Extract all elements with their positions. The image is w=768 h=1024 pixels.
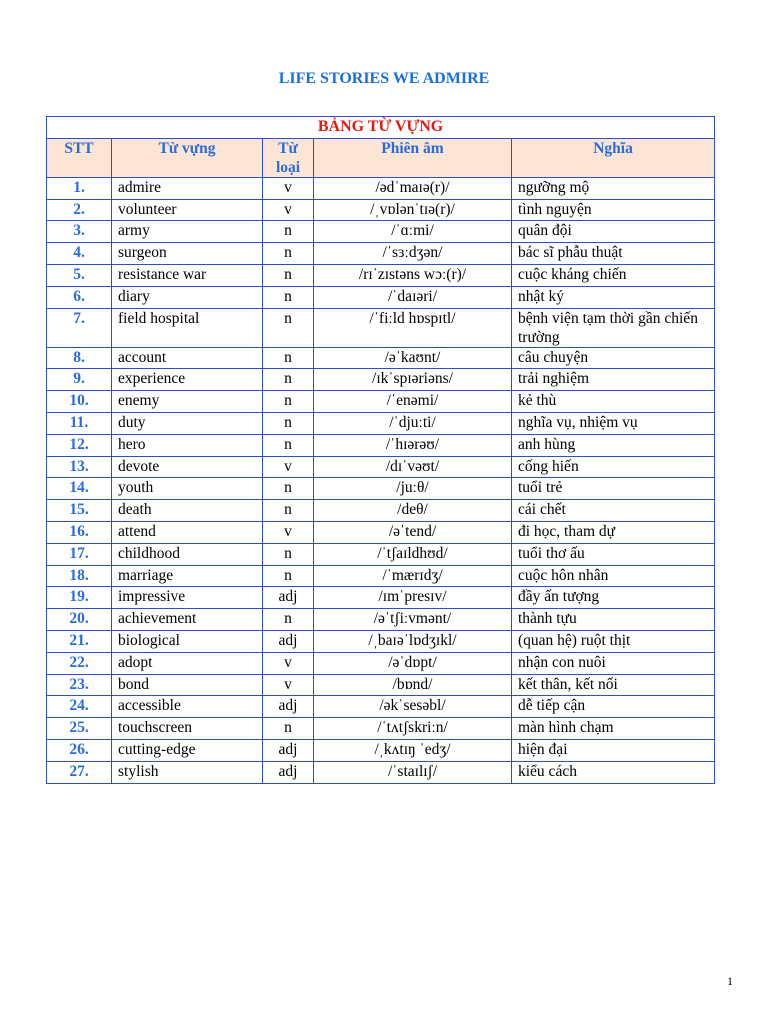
cell-stt: 25. bbox=[47, 718, 112, 740]
cell-stt: 5. bbox=[47, 264, 112, 286]
cell-pos: n bbox=[263, 264, 314, 286]
cell-stt: 7. bbox=[47, 308, 112, 347]
cell-ipa: /əkˈsesəbl/ bbox=[314, 696, 512, 718]
cell-word: resistance war bbox=[112, 264, 263, 286]
cell-word: enemy bbox=[112, 391, 263, 413]
table-row bbox=[47, 761, 715, 783]
cell-pos: n bbox=[263, 369, 314, 391]
header-word: Từ vựng bbox=[112, 138, 263, 177]
cell-stt: 19. bbox=[47, 587, 112, 609]
cell-meaning: tình nguyện bbox=[512, 199, 715, 221]
table-row bbox=[47, 412, 715, 434]
cell-meaning: kiểu cách bbox=[512, 761, 715, 783]
cell-word: death bbox=[112, 500, 263, 522]
cell-ipa: /rɪˈzɪstəns wɔː(r)/ bbox=[314, 264, 512, 286]
cell-stt: 4. bbox=[47, 243, 112, 265]
cell-pos: v bbox=[263, 521, 314, 543]
table-row bbox=[47, 177, 715, 199]
cell-stt: 15. bbox=[47, 500, 112, 522]
cell-stt: 2. bbox=[47, 199, 112, 221]
cell-meaning: kẻ thù bbox=[512, 391, 715, 413]
cell-pos: adj bbox=[263, 739, 314, 761]
cell-word: biological bbox=[112, 630, 263, 652]
cell-pos: n bbox=[263, 565, 314, 587]
cell-stt: 21. bbox=[47, 630, 112, 652]
cell-stt: 26. bbox=[47, 739, 112, 761]
cell-meaning: thành tựu bbox=[512, 609, 715, 631]
cell-stt: 17. bbox=[47, 543, 112, 565]
table-row bbox=[47, 652, 715, 674]
cell-pos: n bbox=[263, 308, 314, 347]
cell-pos: v bbox=[263, 177, 314, 199]
cell-pos: n bbox=[263, 221, 314, 243]
table-row bbox=[47, 565, 715, 587]
cell-stt: 10. bbox=[47, 391, 112, 413]
cell-ipa: /əˈdɒpt/ bbox=[314, 652, 512, 674]
cell-ipa: /ədˈmaɪə(r)/ bbox=[314, 177, 512, 199]
cell-meaning: bác sĩ phẫu thuật bbox=[512, 243, 715, 265]
table-row bbox=[47, 391, 715, 413]
cell-word: account bbox=[112, 347, 263, 369]
cell-stt: 12. bbox=[47, 434, 112, 456]
cell-ipa: /ˈstaɪlɪʃ/ bbox=[314, 761, 512, 783]
cell-meaning: cống hiến bbox=[512, 456, 715, 478]
cell-meaning: đầy ấn tượng bbox=[512, 587, 715, 609]
cell-meaning: câu chuyện bbox=[512, 347, 715, 369]
table-row bbox=[47, 630, 715, 652]
cell-ipa: /ɪkˈspɪəriəns/ bbox=[314, 369, 512, 391]
cell-meaning: quân đội bbox=[512, 221, 715, 243]
document-title: LIFE STORIES WE ADMIRE bbox=[278, 70, 490, 87]
header-meaning: Nghĩa bbox=[512, 138, 715, 177]
cell-ipa: /ɪmˈpresɪv/ bbox=[314, 587, 512, 609]
cell-stt: 9. bbox=[47, 369, 112, 391]
table-row bbox=[47, 347, 715, 369]
cell-pos: n bbox=[263, 478, 314, 500]
cell-word: admire bbox=[112, 177, 263, 199]
cell-word: devote bbox=[112, 456, 263, 478]
table-row bbox=[47, 521, 715, 543]
cell-meaning: nhật ký bbox=[512, 286, 715, 308]
cell-stt: 3. bbox=[47, 221, 112, 243]
cell-pos: adj bbox=[263, 696, 314, 718]
cell-word: experience bbox=[112, 369, 263, 391]
cell-word: attend bbox=[112, 521, 263, 543]
table-caption: BẢNG TỪ VỰNG bbox=[47, 117, 715, 139]
cell-pos: n bbox=[263, 434, 314, 456]
cell-pos: v bbox=[263, 199, 314, 221]
cell-word: volunteer bbox=[112, 199, 263, 221]
cell-word: adopt bbox=[112, 652, 263, 674]
cell-pos: v bbox=[263, 674, 314, 696]
cell-stt: 27. bbox=[47, 761, 112, 783]
cell-word: marriage bbox=[112, 565, 263, 587]
cell-meaning: cái chết bbox=[512, 500, 715, 522]
cell-pos: adj bbox=[263, 587, 314, 609]
cell-ipa: /ˈfiːld hɒspɪtl/ bbox=[314, 308, 512, 347]
cell-pos: v bbox=[263, 456, 314, 478]
cell-meaning: màn hình chạm bbox=[512, 718, 715, 740]
cell-ipa: /ˈtʌtʃskriːn/ bbox=[314, 718, 512, 740]
cell-word: achievement bbox=[112, 609, 263, 631]
cell-pos: adj bbox=[263, 630, 314, 652]
cell-meaning: nghĩa vụ, nhiệm vụ bbox=[512, 412, 715, 434]
cell-pos: adj bbox=[263, 761, 314, 783]
cell-word: hero bbox=[112, 434, 263, 456]
cell-ipa: /ˌvɒlənˈtɪə(r)/ bbox=[314, 199, 512, 221]
cell-pos: n bbox=[263, 718, 314, 740]
cell-word: duty bbox=[112, 412, 263, 434]
cell-word: field hospital bbox=[112, 308, 263, 347]
cell-stt: 6. bbox=[47, 286, 112, 308]
cell-meaning: (quan hệ) ruột thịt bbox=[512, 630, 715, 652]
cell-meaning: kết thân, kết nối bbox=[512, 674, 715, 696]
cell-word: diary bbox=[112, 286, 263, 308]
cell-stt: 8. bbox=[47, 347, 112, 369]
cell-pos: n bbox=[263, 391, 314, 413]
cell-meaning: tuổi thơ ấu bbox=[512, 543, 715, 565]
cell-pos: n bbox=[263, 243, 314, 265]
table-row bbox=[47, 221, 715, 243]
cell-meaning: nhận con nuôi bbox=[512, 652, 715, 674]
cell-ipa: /deθ/ bbox=[314, 500, 512, 522]
header-pos: Từ loại bbox=[263, 138, 314, 177]
cell-meaning: anh hùng bbox=[512, 434, 715, 456]
header-stt: STT bbox=[47, 138, 112, 177]
cell-pos: n bbox=[263, 412, 314, 434]
cell-ipa: /ˈenəmi/ bbox=[314, 391, 512, 413]
cell-pos: v bbox=[263, 652, 314, 674]
cell-word: army bbox=[112, 221, 263, 243]
table-row bbox=[47, 609, 715, 631]
cell-pos: n bbox=[263, 543, 314, 565]
cell-pos: n bbox=[263, 347, 314, 369]
cell-ipa: /ˈsɜːdʒən/ bbox=[314, 243, 512, 265]
cell-meaning: cuộc hôn nhân bbox=[512, 565, 715, 587]
cell-meaning: đi học, tham dự bbox=[512, 521, 715, 543]
cell-ipa: /ˈhɪərəʊ/ bbox=[314, 434, 512, 456]
cell-word: bond bbox=[112, 674, 263, 696]
cell-stt: 24. bbox=[47, 696, 112, 718]
cell-stt: 14. bbox=[47, 478, 112, 500]
table-header-row bbox=[47, 138, 715, 177]
table-row bbox=[47, 674, 715, 696]
table-row bbox=[47, 369, 715, 391]
cell-word: cutting-edge bbox=[112, 739, 263, 761]
cell-pos: n bbox=[263, 500, 314, 522]
cell-stt: 11. bbox=[47, 412, 112, 434]
table-row bbox=[47, 500, 715, 522]
page-number: 1 bbox=[727, 974, 733, 988]
cell-word: touchscreen bbox=[112, 718, 263, 740]
table-row bbox=[47, 264, 715, 286]
cell-ipa: /juːθ/ bbox=[314, 478, 512, 500]
table-row bbox=[47, 696, 715, 718]
cell-stt: 13. bbox=[47, 456, 112, 478]
cell-meaning: bệnh viện tạm thời gần chiến trường bbox=[512, 308, 715, 347]
table-row bbox=[47, 587, 715, 609]
table-row bbox=[47, 739, 715, 761]
table-body bbox=[47, 177, 715, 783]
table-row bbox=[47, 308, 715, 347]
cell-ipa: /əˈkaʊnt/ bbox=[314, 347, 512, 369]
cell-pos: n bbox=[263, 609, 314, 631]
table-row bbox=[47, 243, 715, 265]
cell-word: youth bbox=[112, 478, 263, 500]
cell-ipa: /dɪˈvəʊt/ bbox=[314, 456, 512, 478]
cell-stt: 16. bbox=[47, 521, 112, 543]
cell-pos: n bbox=[263, 286, 314, 308]
vocabulary-table bbox=[46, 116, 715, 784]
table-row bbox=[47, 543, 715, 565]
cell-word: childhood bbox=[112, 543, 263, 565]
cell-meaning: trải nghiệm bbox=[512, 369, 715, 391]
table-row bbox=[47, 478, 715, 500]
cell-ipa: /ˈmærɪdʒ/ bbox=[314, 565, 512, 587]
cell-word: accessible bbox=[112, 696, 263, 718]
cell-meaning: hiện đại bbox=[512, 739, 715, 761]
cell-stt: 23. bbox=[47, 674, 112, 696]
cell-meaning: ngưỡng mộ bbox=[512, 177, 715, 199]
cell-ipa: /ˈɑːmi/ bbox=[314, 221, 512, 243]
table-row bbox=[47, 718, 715, 740]
cell-ipa: /bɒnd/ bbox=[314, 674, 512, 696]
cell-ipa: /ˈtʃaɪldhʊd/ bbox=[314, 543, 512, 565]
table-row bbox=[47, 286, 715, 308]
cell-meaning: dễ tiếp cận bbox=[512, 696, 715, 718]
cell-ipa: /əˈtʃiːvmənt/ bbox=[314, 609, 512, 631]
cell-ipa: /ˌkʌtɪŋ ˈedʒ/ bbox=[314, 739, 512, 761]
cell-word: surgeon bbox=[112, 243, 263, 265]
cell-stt: 18. bbox=[47, 565, 112, 587]
cell-ipa: /ˈdjuːti/ bbox=[314, 412, 512, 434]
cell-stt: 1. bbox=[47, 177, 112, 199]
cell-meaning: cuộc kháng chiến bbox=[512, 264, 715, 286]
table-row bbox=[47, 199, 715, 221]
cell-meaning: tuổi trẻ bbox=[512, 478, 715, 500]
cell-stt: 22. bbox=[47, 652, 112, 674]
cell-ipa: /ˈdaɪəri/ bbox=[314, 286, 512, 308]
table-row bbox=[47, 434, 715, 456]
header-ipa: Phiên âm bbox=[314, 138, 512, 177]
cell-ipa: /ˌbaɪəˈlɒdʒɪkl/ bbox=[314, 630, 512, 652]
cell-ipa: /əˈtend/ bbox=[314, 521, 512, 543]
cell-stt: 20. bbox=[47, 609, 112, 631]
cell-word: stylish bbox=[112, 761, 263, 783]
cell-word: impressive bbox=[112, 587, 263, 609]
table-row bbox=[47, 456, 715, 478]
